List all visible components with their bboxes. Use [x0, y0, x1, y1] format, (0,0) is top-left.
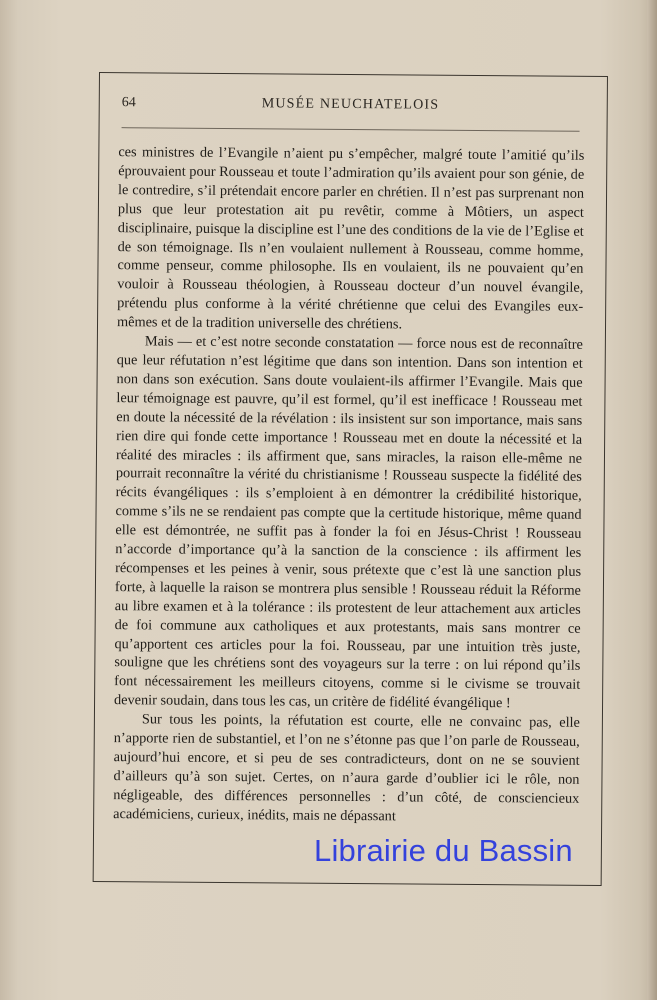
page-number: 64	[121, 95, 136, 111]
page-edge	[647, 0, 657, 1000]
journal-title: MUSÉE NEUCHATELOIS	[261, 96, 440, 113]
body-text	[113, 143, 584, 827]
paragraph-1: ces ministres de l’Evangile n’aient pu s’empêcher, malgré toute l’amitié qu’ils éprouvaient pour Rousseau et toute l’admiration qu’ils avaient pour son génie, de le contredire, s’il prétendait encore parler en chrétien. Il n’est pas surprenant non plus que leur protestation ait pu revêtir, comme à Môtiers, un aspect disciplinaire, puisque la discipline est l’une des conditions de la vie de l’Eglise et de son témoignage. Ils n’en voulaient nullement à Rousseau, comme homme, comme penseur, comme philosophe. Ils en voulaient, ils ne pouvaient qu’en vouloir à Rousseau théologien, à Rousseau docteur d’un nouvel évangile, prétendu plus conforme à la vérité chrétienne que celui des Evangiles eux-mêmes et de la tradition universelle des chrétiens.	[116, 144, 585, 333]
page-frame	[93, 72, 608, 886]
watermark-stamp: Librairie du Bassin	[314, 833, 573, 868]
paragraph-2: Mais — et c’est notre seconde constatation — force nous est de reconnaître que leur réfutation n’est légitime que dans son intention. Dans son intention et non dans son exécution. Sans doute voulaient-ils affirmer l’Evangile. Mais que leur témoignage est pauvre, qu’il est formel, qu’il est inefficace ! Rousseau met en doute la nécessité de la révélation : ils insistent sur son importance, mais sans rien dire qui fonde cette importance ! Rousseau met en doute la nécessité et la réalité des miracles : ils affirment que, sans miracles, la raison elle-même ne pourrait reconnaître la vérité du christianisme ! Rousseau suspecte la fidélité des récits évangéliques : ils s’emploient à en démontrer la crédibilité historique, comme s’ils ne se rendaient pas compte que la certitude historique, même quand elle est démontrée, ne suffit pas à fonder la foi en Jésus-Christ ! Rousseau n’accorde d’importance qu’à la sanction de la conscience : ils affirment les récompenses et les peines à venir, sous prétexte que c’est là une sanction plus forte, à laquelle la raison se montrera plus sensible ! Rousseau réduit la Réforme au libre examen et à la tolérance : ils protestent de leur attachement aux articles de foi commune aux catholiques et aux protestants, mais sans montrer ce qu’apportent ces articles pour la foi. Rousseau, par une intuition très juste, souligne que les chrétiens sont des voyageurs sur la terre : on lui répond qu’ils font nécessairement les meilleurs citoyens, comme si le civisme se trouvait devenir soudain, dans tous les cas, un critère de fidélité évangélique !	[114, 333, 583, 712]
header-rule	[122, 127, 580, 132]
running-head	[122, 95, 582, 121]
paragraph-3: Sur tous les points, la réfutation est courte, elle ne convainc pas, elle n’apporte rien de substantiel, et l’on ne s’étonne pas que l’on parle de Rousseau, aujourd’hui encore, et si peu de ses contradicteurs, dont on ne se souvient d’ailleurs qu’à son sujet. Certes, on n’aura garde d’oublier ici le rôle, non négligeable, des différences personnelles : d’un côté, de consciencieux académiciens, curieux, inédits, mais ne dépassant	[113, 711, 580, 825]
